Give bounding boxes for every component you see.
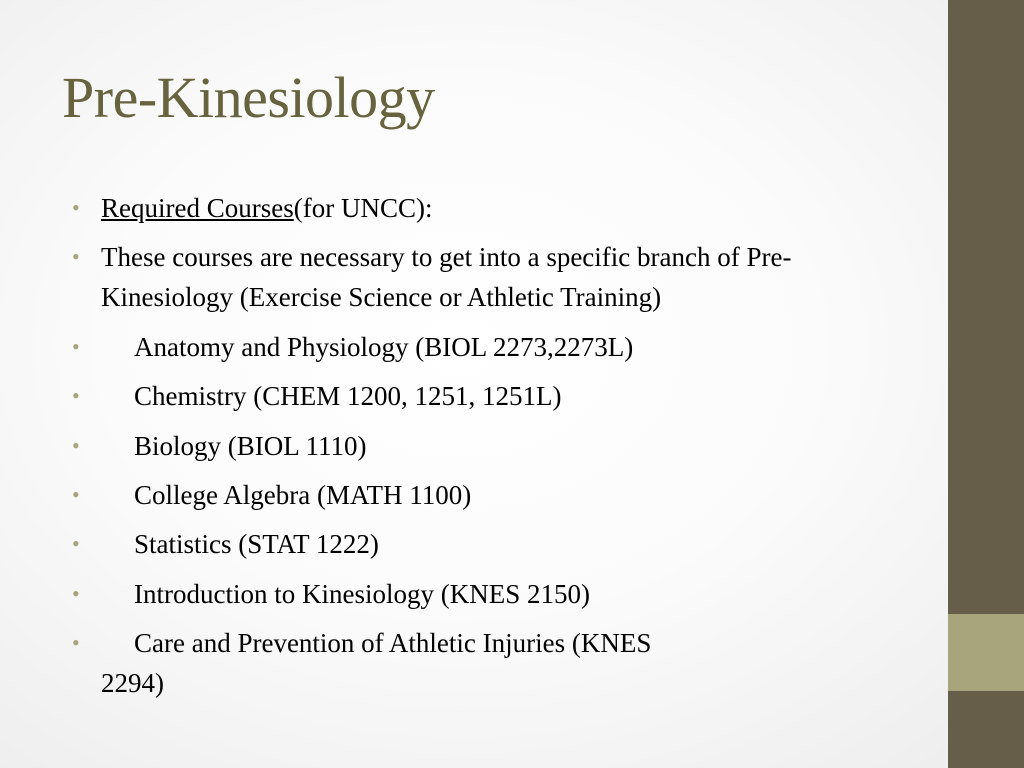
bullet-dot-icon: • [72, 580, 80, 606]
bullet-item-intro-kinesiology [72, 574, 872, 614]
bullet-dot-icon: • [72, 481, 80, 507]
bullet-item-description [72, 237, 872, 317]
bullet-text-line1: Care and Prevention of Athletic Injuries (KNES [134, 628, 652, 659]
bullet-item-biology [72, 426, 872, 466]
bullet-item-care-prevention [72, 623, 872, 703]
bullet-text-line2: 2294) [101, 668, 164, 699]
bullet-dot-icon: • [72, 383, 80, 409]
slide-title: Pre-Kinesiology [62, 65, 435, 130]
bullet-text: Chemistry (CHEM 1200, 1251, 1251L) [134, 381, 562, 412]
bullet-item-required-courses [72, 188, 872, 228]
bullet-text: Introduction to Kinesiology (KNES 2150) [134, 578, 590, 609]
bullet-text: Anatomy and Physiology (BIOL 2273,2273L) [134, 331, 634, 362]
bullet-dot-icon: • [72, 244, 80, 270]
bullet-item-anatomy [72, 327, 872, 367]
bullet-dot-icon: • [72, 195, 80, 220]
bullet-text: Biology (BIOL 1110) [134, 430, 367, 461]
bullet-dot-icon: • [72, 531, 80, 557]
required-courses-link[interactable]: Required Courses [101, 193, 294, 223]
bullet-item-algebra [72, 475, 872, 515]
bullet-dot-icon: • [72, 630, 80, 656]
bullet-text: College Algebra (MATH 1100) [134, 479, 472, 510]
bullet-text: (for UNCC): [293, 193, 433, 223]
bullet-text: Statistics (STAT 1222) [134, 529, 379, 560]
bullet-dot-icon: • [72, 333, 80, 359]
bullet-list [72, 188, 872, 713]
bullet-item-statistics [72, 524, 872, 564]
bullet-dot-icon: • [72, 432, 80, 458]
decorative-sidebar-accent [948, 614, 1024, 691]
bullet-item-chemistry [72, 376, 872, 416]
bullet-text: These courses are necessary to get into a specific branch of Pre-Kinesiology (Exercise Science or Athletic Training) [101, 242, 792, 313]
